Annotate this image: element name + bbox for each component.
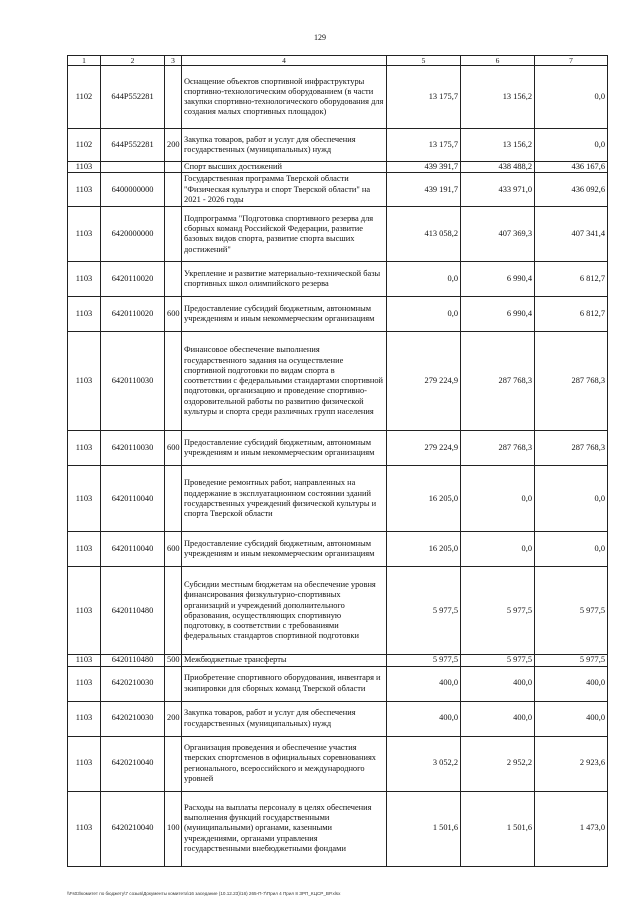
item-name-cell: Межбюджетные трансферты [182,655,387,666]
expense-type-cell [165,262,182,297]
expense-type-cell [165,736,182,791]
expense-type-cell [165,666,182,701]
target-article-cell: 6420110020 [101,297,165,332]
target-article-cell: 644P552281 [101,129,165,162]
table-row [68,173,608,207]
column-header: 1 [68,56,101,66]
column-header: 3 [165,56,182,66]
amount-cell: 16 205,0 [387,532,461,567]
amount-cell: 5 977,5 [535,567,608,655]
amount-cell: 287 768,3 [535,332,608,431]
item-name-cell: Подпрограмма "Подготовка спортивного резерва для сборных команд Российской Федерации, развитие базовых видов спорта, развитие спорта высших достижений" [182,207,387,262]
expense-type-cell: 600 [165,532,182,567]
amount-cell: 413 058,2 [387,207,461,262]
amount-cell: 400,0 [387,701,461,736]
amount-cell: 0,0 [461,532,535,567]
expense-type-cell: 600 [165,431,182,466]
expense-type-cell [165,466,182,532]
section-code-cell: 1103 [68,655,101,666]
amount-cell: 6 812,7 [535,297,608,332]
table-body [68,66,608,867]
expense-type-cell: 200 [165,129,182,162]
table-row [68,162,608,173]
section-code-cell: 1103 [68,532,101,567]
table-row [68,736,608,791]
amount-cell: 287 768,3 [461,332,535,431]
amount-cell: 2 923,6 [535,736,608,791]
item-name-cell: Расходы на выплаты персоналу в целях обеспечения выполнения функций государственными (муниципальными) органами, казенными учреждениями, органами управления государственными внебюджетными фондами [182,791,387,866]
section-code-cell: 1103 [68,791,101,866]
amount-cell: 279 224,9 [387,431,461,466]
table-row [68,466,608,532]
expense-type-cell [165,567,182,655]
amount-cell: 400,0 [387,666,461,701]
amount-cell: 13 175,7 [387,129,461,162]
target-article-cell: 6420210040 [101,736,165,791]
table-row [68,655,608,666]
section-code-cell: 1103 [68,466,101,532]
section-code-cell: 1102 [68,129,101,162]
expense-type-cell [165,162,182,173]
section-code-cell: 1103 [68,162,101,173]
item-name-cell: Предоставление субсидий бюджетным, автономным учреждениям и иным некоммерческим организациям [182,431,387,466]
amount-cell: 5 977,5 [387,655,461,666]
amount-cell: 6 990,4 [461,262,535,297]
section-code-cell: 1103 [68,332,101,431]
amount-cell: 433 971,0 [461,173,535,207]
target-article-cell: 6420110030 [101,332,165,431]
amount-cell: 400,0 [461,666,535,701]
section-code-cell: 1103 [68,262,101,297]
item-name-cell: Финансовое обеспечение выполнения государственного задания на осуществление спортивной подготовки по видам спорта в соответствии с федеральными стандартами спортивной подготовки, организацию и проведение спортивно-оздоровительной работы по развитию физической культуры и спорта среди различных групп населения [182,332,387,431]
amount-cell: 407 341,4 [535,207,608,262]
amount-cell: 5 977,5 [387,567,461,655]
target-article-cell: 6420210040 [101,791,165,866]
amount-cell: 287 768,3 [535,431,608,466]
amount-cell: 0,0 [535,66,608,129]
amount-cell: 13 156,2 [461,129,535,162]
section-code-cell: 1103 [68,701,101,736]
table-row [68,332,608,431]
table-row [68,791,608,866]
expense-type-cell: 600 [165,297,182,332]
table-row [68,701,608,736]
column-header: 2 [101,56,165,66]
expense-type-cell [165,66,182,129]
expense-type-cell: 200 [165,701,182,736]
amount-cell: 0,0 [387,297,461,332]
table-row [68,567,608,655]
column-header: 7 [535,56,608,66]
amount-cell: 13 175,7 [387,66,461,129]
target-article-cell: 6420110030 [101,431,165,466]
amount-cell: 6 812,7 [535,262,608,297]
target-article-cell: 6420110480 [101,655,165,666]
amount-cell: 0,0 [535,532,608,567]
table-row [68,666,608,701]
section-code-cell: 1103 [68,666,101,701]
target-article-cell: 6420210030 [101,666,165,701]
table-row [68,262,608,297]
table-row [68,129,608,162]
column-header: 6 [461,56,535,66]
item-name-cell: Предоставление субсидий бюджетным, автономным учреждениям и иным некоммерческим организациям [182,532,387,567]
column-header: 4 [182,56,387,66]
page-number: 129 [314,33,326,42]
section-code-cell: 1103 [68,431,101,466]
target-article-cell: 6420110040 [101,466,165,532]
expense-type-cell: 100 [165,791,182,866]
column-header: 5 [387,56,461,66]
section-code-cell: 1103 [68,173,101,207]
amount-cell: 1 473,0 [535,791,608,866]
amount-cell: 436 167,6 [535,162,608,173]
amount-cell: 5 977,5 [461,655,535,666]
column-number-row [68,56,608,66]
table-row [68,207,608,262]
item-name-cell: Закупка товаров, работ и услуг для обеспечения государственных (муниципальных) нужд [182,129,387,162]
section-code-cell: 1103 [68,207,101,262]
amount-cell: 6 990,4 [461,297,535,332]
expense-type-cell: 500 [165,655,182,666]
item-name-cell: Предоставление субсидий бюджетным, автономным учреждениям и иным некоммерческим организациям [182,297,387,332]
expense-type-cell [165,173,182,207]
amount-cell: 1 501,6 [387,791,461,866]
amount-cell: 400,0 [535,666,608,701]
amount-cell: 0,0 [535,129,608,162]
amount-cell: 13 156,2 [461,66,535,129]
amount-cell: 400,0 [535,701,608,736]
amount-cell: 5 977,5 [535,655,608,666]
item-name-cell: Организация проведения и обеспечение участия тверских спортсменов в официальных соревнованиях регионального, всероссийского и международного уровней [182,736,387,791]
amount-cell: 1 501,6 [461,791,535,866]
expense-type-cell [165,207,182,262]
amount-cell: 0,0 [461,466,535,532]
target-article-cell: 6420210030 [101,701,165,736]
amount-cell: 16 205,0 [387,466,461,532]
item-name-cell: Закупка товаров, работ и услуг для обеспечения государственных (муниципальных) нужд [182,701,387,736]
target-article-cell: 6420110040 [101,532,165,567]
item-name-cell: Государственная программа Тверской области "Физическая культура и спорт Тверской области" на 2021 - 2026 годы [182,173,387,207]
amount-cell: 279 224,9 [387,332,461,431]
item-name-cell: Субсидии местным бюджетам на обеспечение уровня финансирования физкультурно-спортивных организаций и учреждений дополнительного образования, осуществляющих спортивную подготовку, в соответствии с требованиями федеральных стандартов спортивной подготовки [182,567,387,655]
amount-cell: 2 952,2 [461,736,535,791]
target-article-cell: 644P552281 [101,66,165,129]
amount-cell: 439 191,7 [387,173,461,207]
amount-cell: 5 977,5 [461,567,535,655]
item-name-cell: Укрепление и развитие материально-технической базы спортивных школ олимпийского резерва [182,262,387,297]
budget-table [67,55,608,867]
section-code-cell: 1102 [68,66,101,129]
table-row [68,66,608,129]
target-article-cell: 6420110020 [101,262,165,297]
section-code-cell: 1103 [68,736,101,791]
item-name-cell: Приобретение спортивного оборудования, инвентаря и экипировки для сборных команд Тверской области [182,666,387,701]
amount-cell: 438 488,2 [461,162,535,173]
section-code-cell: 1103 [68,567,101,655]
expense-type-cell [165,332,182,431]
target-article-cell: 6420110480 [101,567,165,655]
item-name-cell: Проведение ремонтных работ, направленных на поддержание в эксплуатационном состоянии зданий государственных учреждений физической культуры и спорта Тверской области [182,466,387,532]
amount-cell: 287 768,3 [461,431,535,466]
amount-cell: 439 391,7 [387,162,461,173]
table-row [68,532,608,567]
amount-cell: 0,0 [387,262,461,297]
file-path-footer: \\Fs03\комитет по бюджету\7 созыв\Документы комитета\16 заседание (10.12.23)\16) 265-П-7\Прил 4 Прил 8 ЗРП_КЦСР_ВР.xlsx [67,891,341,896]
amount-cell: 3 052,2 [387,736,461,791]
section-code-cell: 1103 [68,297,101,332]
amount-cell: 0,0 [535,466,608,532]
target-article-cell [101,162,165,173]
target-article-cell: 6420000000 [101,207,165,262]
amount-cell: 407 369,3 [461,207,535,262]
amount-cell: 400,0 [461,701,535,736]
amount-cell: 436 092,6 [535,173,608,207]
table-row [68,297,608,332]
target-article-cell: 6400000000 [101,173,165,207]
table-row [68,431,608,466]
item-name-cell: Спорт высших достижений [182,162,387,173]
item-name-cell: Оснащение объектов спортивной инфраструктуры спортивно-технологическим оборудованием (в части закупки спортивно-технологического оборудования для создания малых спортивных площадок) [182,66,387,129]
